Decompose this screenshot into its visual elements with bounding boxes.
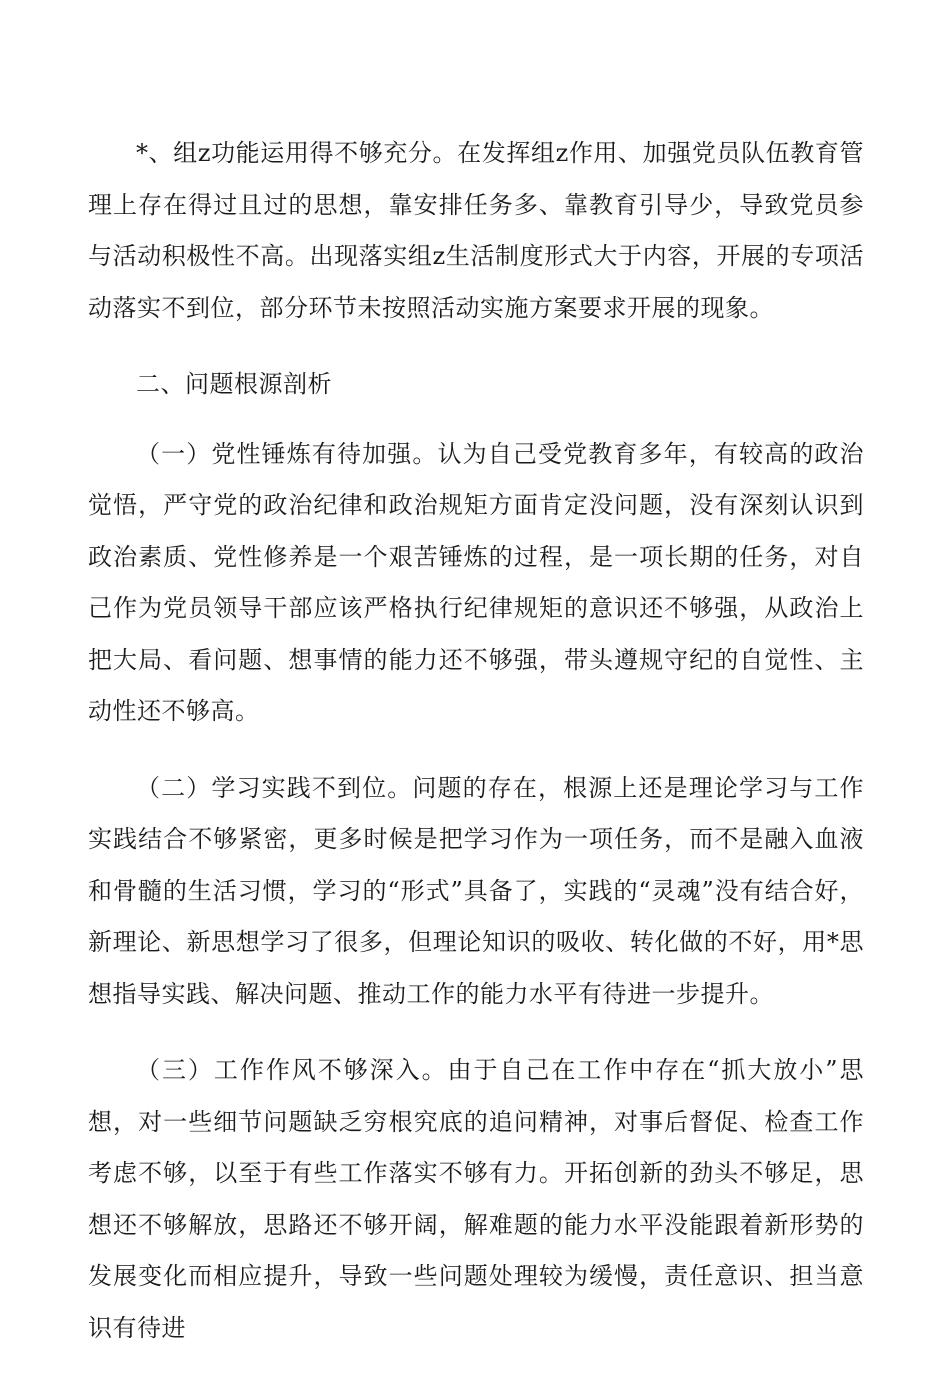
- section-heading-root-cause: 二、问题根源剖析: [136, 370, 332, 398]
- paragraph-work-style: （三）工作作风不够深入。由于自己在工作中存在“抓大放小”思想，对一些细节问题缺乏穷根究底的追问精神，对事后督促、检查工作考虑不够，以至于有些工作落实不够有力。开拓创新的劲头不够足，思想还不够解放，思路还不够开阔，解难题的能力水平没能跟着新形势的发展变化而相应提升，导致一些问题处理较为缓慢，责任意识、担当意识有待进: [88, 1056, 864, 1342]
- document-body: [88, 128, 864, 1379]
- paragraph-party-spirit: （一）党性锤炼有待加强。认为自己受党教育多年，有较高的政治觉悟，严守党的政治纪律和政治规矩方面肯定没问题，没有深刻认识到政治素质、党性修养是一个艰苦锤炼的过程，是一项长期的任务，对自己作为党员领导干部应该严格执行纪律规矩的意识还不够强，从政治上把大局、看问题、想事情的能力还不够强，带头遵规守纪的自觉性、主动性还不够高。: [88, 439, 864, 725]
- paragraph-study-practice: （二）学习实践不到位。问题的存在，根源上还是理论学习与工作实践结合不够紧密，更多时候是把学习作为一项任务，而不是融入血液和骨髓的生活习惯，学习的“形式”具备了，实践的“灵魂”没有结合好，新理论、新思想学习了很多，但理论知识的吸收、转化做的不好，用*思想指导实践、解决问题、推动工作的能力水平有待进一步提升。: [88, 773, 864, 1008]
- paragraph-organization-function: *、组z功能运用得不够充分。在发挥组z作用、加强党员队伍教育管理上存在得过且过的思想，靠安排任务多、靠教育引导少，导致党员参与活动积极性不高。出现落实组z生活制度形式大于内容，开展的专项活动落实不到位，部分环节未按照活动实施方案要求开展的现象。: [88, 139, 864, 322]
